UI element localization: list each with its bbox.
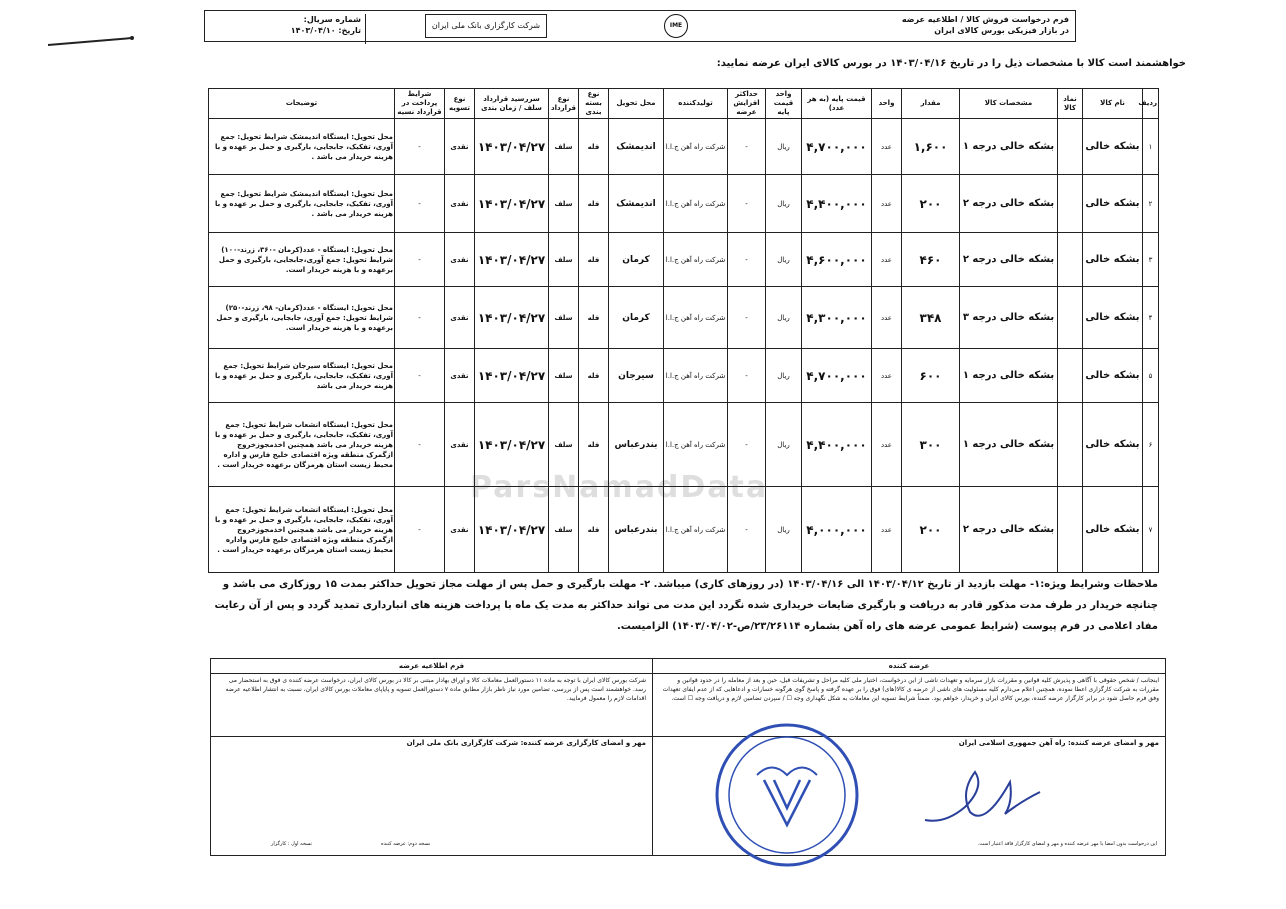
cell-spec: بشکه خالی درجه ۳ (960, 287, 1058, 349)
cell-pack: فله (579, 119, 609, 175)
cell-punit: ریال (766, 233, 802, 287)
cell-n: ۴ (1143, 287, 1159, 349)
cell-punit: ریال (766, 349, 802, 403)
table-row (209, 349, 1159, 403)
watermark: ParsNamadData (470, 470, 769, 505)
cell-credit: - (395, 287, 445, 349)
offer-table (208, 88, 1159, 573)
cell-spec: بشکه خالی درجه ۲ (960, 233, 1058, 287)
column-header: واحد (872, 89, 902, 119)
cell-place: بندرعباس (609, 487, 664, 573)
signature (915, 752, 1045, 832)
cell-settle: نقدی (445, 403, 475, 487)
cell-punit: ریال (766, 287, 802, 349)
cell-price: ۴,۷۰۰,۰۰۰ (802, 119, 872, 175)
cell-settle: نقدی (445, 175, 475, 233)
cell-price: ۴,۴۰۰,۰۰۰ (802, 403, 872, 487)
cell-qty: ۳۰۰ (902, 403, 960, 487)
table-body (209, 119, 1159, 573)
cell-settle: نقدی (445, 487, 475, 573)
cell-max: - (728, 175, 766, 233)
cell-price: ۴,۰۰۰,۰۰۰ (802, 487, 872, 573)
broker-sign: مهر و امضای کارگزاری عرضه کننده: شرکت کارگزاری بانک ملی ایران (211, 736, 652, 749)
cell-place: اندیمشک (609, 119, 664, 175)
cell-spec: بشکه خالی درجه ۲ (960, 487, 1058, 573)
table-row (209, 119, 1159, 175)
table-row (209, 175, 1159, 233)
cell-due: ۱۴۰۳/۰۴/۲۷ (475, 349, 549, 403)
cell-due: ۱۴۰۳/۰۴/۲۷ (475, 233, 549, 287)
cell-n: ۲ (1143, 175, 1159, 233)
copy-two-label: نسخه دوم: عرضه کننده (381, 841, 431, 847)
cell-producer: شرکت راه آهن ج.ا.ا (664, 287, 728, 349)
cell-due: ۱۴۰۳/۰۴/۲۷ (475, 403, 549, 487)
cell-n: ۶ (1143, 403, 1159, 487)
cell-producer: شرکت راه آهن ج.ا.ا (664, 349, 728, 403)
cell-pack: فله (579, 487, 609, 573)
cell-symbol (1058, 287, 1083, 349)
cell-desc: محل تحویل: ایستگاه اندیمشک شرایط تحویل: جمع آوری، تفکیک، جابجایی، بارگیری و حمل بر عهده و با هزینه خریدار می باشد . (209, 175, 395, 233)
pen-mark-illustration (46, 35, 136, 49)
supplier-title: عرضه کننده (653, 659, 1165, 674)
cell-producer: شرکت راه آهن ج.ا.ا (664, 403, 728, 487)
cell-qty: ۲۰۰ (902, 487, 960, 573)
cell-contract: سلف (549, 233, 579, 287)
cell-due: ۱۴۰۳/۰۴/۲۷ (475, 487, 549, 573)
cell-n: ۱ (1143, 119, 1159, 175)
cell-price: ۴,۴۰۰,۰۰۰ (802, 175, 872, 233)
cell-unit: عدد (872, 119, 902, 175)
cell-credit: - (395, 119, 445, 175)
official-stamp (712, 720, 862, 870)
cell-pack: فله (579, 403, 609, 487)
cell-place: سیرجان (609, 349, 664, 403)
cell-unit: عدد (872, 233, 902, 287)
cell-due: ۱۴۰۳/۰۴/۲۷ (475, 287, 549, 349)
cell-qty: ۳۴۸ (902, 287, 960, 349)
footer-note: این درخواست بدون امضا یا مهر عرضه کننده و مهر و امضای کارگزار فاقد اعتبار است. (977, 841, 1157, 847)
cell-name: بشکه خالی (1083, 487, 1143, 573)
cell-place: بندرعباس (609, 403, 664, 487)
cell-name: بشکه خالی (1083, 233, 1143, 287)
column-header: شرایط پرداخت در قرارداد نسیه (395, 89, 445, 119)
column-header: توضیحات (209, 89, 395, 119)
cell-n: ۵ (1143, 349, 1159, 403)
cell-place: اندیمشک (609, 175, 664, 233)
cell-pack: فله (579, 349, 609, 403)
cell-name: بشکه خالی (1083, 349, 1143, 403)
cell-unit: عدد (872, 349, 902, 403)
cell-contract: سلف (549, 119, 579, 175)
column-header: مشخصات کالا (960, 89, 1058, 119)
cell-n: ۳ (1143, 233, 1159, 287)
cell-unit: عدد (872, 175, 902, 233)
cell-punit: ریال (766, 175, 802, 233)
column-header: نام کالا (1083, 89, 1143, 119)
cell-producer: شرکت راه آهن ج.ا.ا (664, 119, 728, 175)
cell-credit: - (395, 349, 445, 403)
column-header: سررسید قرارداد سلف / زمان بندی (475, 89, 549, 119)
table-row (209, 403, 1159, 487)
cell-max: - (728, 487, 766, 573)
cell-spec: بشکه خالی درجه ۱ (960, 349, 1058, 403)
form-title-line2: در بازار فیزیکی بورس کالای ایران (934, 26, 1069, 35)
supplier-sign: مهر و امضای عرضه کننده: راه آهن جمهوری اسلامی ایران (653, 736, 1165, 749)
cell-spec: بشکه خالی درجه ۱ (960, 403, 1058, 487)
cell-contract: سلف (549, 287, 579, 349)
cell-max: - (728, 119, 766, 175)
cell-punit: ریال (766, 487, 802, 573)
form-header (204, 10, 1076, 42)
broker-text: شرکت بورس کالای ایران با توجه به ماده ۱۱ دستورالعمل معاملات کالا و اوراق بهادار مبتنی بر کالا در بورس کالای ایران، درخواست عرضه کننده ی فوق به استحضار می رسد. خواهشمند است پس از بررسی، تضامین مورد نیاز ناظر بازار مطابق ماده ۷ دستورالعمل تسویه و پایاپای معاملات بورس کالای ایران، نسبت به انتشار اطلاعیه عرضه اقدامات لازم را معمول فرمایید. (225, 677, 646, 702)
cell-symbol (1058, 233, 1083, 287)
cell-max: - (728, 349, 766, 403)
broker-box: شرکت کارگزاری بانک ملی ایران (425, 14, 547, 38)
table-row (209, 487, 1159, 573)
column-header: قیمت پایه (به هر عدد) (802, 89, 872, 119)
cell-pack: فله (579, 233, 609, 287)
cell-name: بشکه خالی (1083, 119, 1143, 175)
cell-qty: ۴۶۰ (902, 233, 960, 287)
cell-credit: - (395, 233, 445, 287)
cell-symbol (1058, 175, 1083, 233)
cell-due: ۱۴۰۳/۰۴/۲۷ (475, 119, 549, 175)
cell-place: کرمان (609, 233, 664, 287)
cell-qty: ۲۰۰ (902, 175, 960, 233)
cell-unit: عدد (872, 403, 902, 487)
cell-desc: محل تحویل: ایستگاه انشعاب شرایط تحویل: جمع آوری، تفکیک، جابجایی، بارگیری و حمل بر عهده و با هزینه خریدار می باشد همچنین اخذمجوزخروج ازگمرک منطقه ویژه اقتصادی خلیج فارس و اداره محیط زیست استان هرمزگان برعهده خریدار است . (209, 403, 395, 487)
column-header: حداکثر افزایش عرضه (728, 89, 766, 119)
cell-unit: عدد (872, 487, 902, 573)
cell-symbol (1058, 119, 1083, 175)
cell-contract: سلف (549, 349, 579, 403)
cell-contract: سلف (549, 487, 579, 573)
cell-punit: ریال (766, 403, 802, 487)
cell-desc: محل تحویل: ایستگاه اندیمشک شرایط تحویل: جمع آوری، تفکیک، جابجایی، بارگیری و حمل بر عهده و با هزینه خریدار می باشد . (209, 119, 395, 175)
cell-max: - (728, 403, 766, 487)
cell-spec: بشکه خالی درجه ۱ (960, 119, 1058, 175)
column-header: نماد کالا (1058, 89, 1083, 119)
form-title-line1: فرم درخواست فروش کالا / اطلاعیه عرضه (901, 15, 1069, 24)
table-header-row (209, 89, 1159, 119)
cell-settle: نقدی (445, 119, 475, 175)
serial-label: شماره سریال: (303, 15, 361, 24)
cell-name: بشکه خالی (1083, 287, 1143, 349)
cell-credit: - (395, 403, 445, 487)
cell-max: - (728, 287, 766, 349)
intro-text: خواهشمند است کالا با مشخصات ذیل را در تاریخ ۱۴۰۳/۰۴/۱۶ در بورس کالای ایران عرضه نمایید: (716, 58, 1186, 69)
broker-panel (211, 659, 652, 855)
cell-producer: شرکت راه آهن ج.ا.ا (664, 175, 728, 233)
cell-pack: فله (579, 175, 609, 233)
cell-pack: فله (579, 287, 609, 349)
cell-place: کرمان (609, 287, 664, 349)
table-row (209, 287, 1159, 349)
cell-name: بشکه خالی (1083, 403, 1143, 487)
cell-price: ۴,۷۰۰,۰۰۰ (802, 349, 872, 403)
cell-credit: - (395, 175, 445, 233)
cell-spec: بشکه خالی درجه ۲ (960, 175, 1058, 233)
cell-unit: عدد (872, 287, 902, 349)
date-line: تاریخ: ۱۴۰۳/۰۴/۱۰ (290, 26, 361, 35)
cell-qty: ۱,۶۰۰ (902, 119, 960, 175)
column-header: تولیدکننده (664, 89, 728, 119)
cell-price: ۴,۳۰۰,۰۰۰ (802, 287, 872, 349)
cell-desc: محل تحویل: ایستگاه انشعاب شرایط تحویل: جمع آوری، تفکیک، جابجایی، بارگیری و حمل بر عهده و با هزینه خریدار می باشد همچنین اخذمجوزخروج ازگمرک منطقه ویژه اقتصادی خلیج فارس واداره محیط زیست استان هرمزگان برعهده خریدار است . (209, 487, 395, 573)
broker-title: فرم اطلاعیه عرضه (211, 659, 652, 674)
cell-symbol (1058, 349, 1083, 403)
cell-credit: - (395, 487, 445, 573)
ime-logo: IME (664, 14, 688, 38)
cell-settle: نقدی (445, 233, 475, 287)
cell-desc: محل تحویل: ایستگاه سیرجان شرایط تحویل: جمع آوری، تفکیک، جابجایی، بارگیری و حمل بر عهده و با هزینه خریدار می باشد (209, 349, 395, 403)
cell-settle: نقدی (445, 287, 475, 349)
cell-due: ۱۴۰۳/۰۴/۲۷ (475, 175, 549, 233)
copy-one-label: نسخه اول : کارگزار (271, 841, 312, 847)
cell-producer: شرکت راه آهن ج.ا.ا (664, 487, 728, 573)
cell-contract: سلف (549, 403, 579, 487)
column-header: محل تحویل (609, 89, 664, 119)
column-header: نوع بسته بندی (579, 89, 609, 119)
column-header: ردیف (1143, 89, 1159, 119)
cell-contract: سلف (549, 175, 579, 233)
column-header: نوع تسویه (445, 89, 475, 119)
cell-n: ۷ (1143, 487, 1159, 573)
cell-name: بشکه خالی (1083, 175, 1143, 233)
cell-settle: نقدی (445, 349, 475, 403)
table-row (209, 233, 1159, 287)
column-header: مقدار (902, 89, 960, 119)
cell-desc: محل تحویل: ایستگاه - عدد(کرمان -۳۶۰، زرند-۱۰۰) شرایط تحویل: جمع آوری،جابجایی، بارگیری و حمل برعهده و با هزینه خریدار است. (209, 233, 395, 287)
cell-max: - (728, 233, 766, 287)
column-header: نوع قرارداد (549, 89, 579, 119)
cell-desc: محل تحویل: ایستگاه - عدد(کرمان- ۹۸، زرند-۲۵۰) شرایط تحویل: جمع آوری، جابجایی، بارگیری و حمل برعهده و با هزینه خریدار است. (209, 287, 395, 349)
supplier-text: اینجانب / شخص حقوقی با آگاهی و پذیرش کلیه قوانین و مقررات بازار سرمایه و تعهدات ناشی از این درخواست، اختیار ملی کلیه مراحل و تشریفات قبل، حین و بعد از معامله را در حدود قوانین و مقررات به شرکت کارگزاری اعطا نموده، همچنین اعلام می‌دارم کلیه مسئولیت های ناشی از عرضه ی کالا(های) فوق را بر عهده گرفته و پاسخ گوی هرگونه خسارات و ادعاهایی که از عدم ایفای تعهدات وفق فرم حاصل شود در برابر کارگزار عرضه کننده، بورس کالای ایران و خریدار، خواهم بود. ضمناً شرایط تسویه این معاملات به شکل نگهداری وجه ☐ / سپردن تضامین لازم و دریافت وجه ☐ است. (662, 677, 1159, 702)
cell-qty: ۶۰۰ (902, 349, 960, 403)
cell-symbol (1058, 487, 1083, 573)
column-header: واحد قیمت پایه (766, 89, 802, 119)
cell-punit: ریال (766, 119, 802, 175)
cell-symbol (1058, 403, 1083, 487)
cell-producer: شرکت راه آهن ج.ا.ا (664, 233, 728, 287)
special-notes: ملاحظات وشرایط ویژه:۱- مهلت بازدید از تاریخ ۱۴۰۳/۰۴/۱۲ الی ۱۴۰۳/۰۴/۱۶ (در روزهای کاری) میباشد. ۲- مهلت بارگیری و حمل پس از مهلت مجاز تحویل حداکثر بمدت ۱۵ روزکاری می باشد و چنانچه خریدار در طرف مدت مذکور قادر به دریافت و بارگیری ضایعات خریداری شده نگردد این مدت می تواند حداکثر به مدت یک ماه با پرداخت هزینه های انبارداری تمدید گردد و پس از آن رعایت مفاد اعلامی در فرم پیوست (شرایط عمومی عرضه های راه آهن بشماره ۲۳/۲۶۱۱۴/ص-۱۴۰۳/۰۴/۰۲) الزامیست. (214, 579, 1158, 632)
cell-price: ۴,۶۰۰,۰۰۰ (802, 233, 872, 287)
